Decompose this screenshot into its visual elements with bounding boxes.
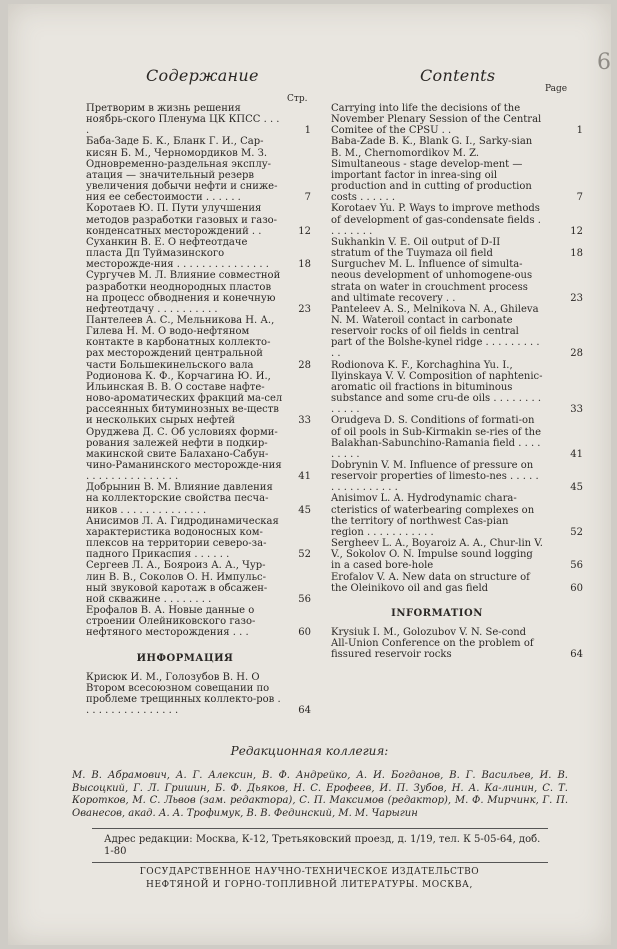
toc-entry bbox=[331, 203, 583, 237]
toc-entry-title: Оруджева Д. С. Об условиях форми-рования залежей нефти в подкир-макинской свите Балахано-Сабун-чино-Раманинского месторожде-ния . . . . . . . . . . . . . . . bbox=[86, 426, 282, 483]
toc-entry-title: Пантелеев А. С., Мельникова Н. А., Гилева Н. М. О водо-нефтяном контакте в карбонатных коллекто-рах месторождений центральной части Большекинельского вала bbox=[86, 314, 275, 371]
toc-entry-page: 41 bbox=[298, 471, 311, 483]
toc-entry-page: 1 bbox=[304, 125, 311, 137]
toc-entry-title: Крисюк И. М., Голозубов В. Н. О Втором всесоюзном совещании по проблеме трещинных коллекто-ров . . . . . . . . . . . . . . . . bbox=[86, 671, 281, 717]
toc-entry bbox=[86, 560, 311, 605]
toc-entry-title: Carrying into life the decisions of the November Plenary Session of the Central Comitee of the CPSU . . bbox=[331, 103, 542, 137]
toc-entry-page: 12 bbox=[298, 225, 311, 237]
toc-entry bbox=[331, 571, 583, 594]
toc-entry-page: 56 bbox=[570, 560, 583, 572]
toc-entry-title: Sergheev L. A., Boyaroiz A. A., Chur-lin V. V., Sokolov O. N. Impulse sound logging in a cased bore-hole bbox=[331, 538, 543, 572]
toc-entry-title: Родионова К. Ф., Корчагина Ю. И., Ильинская В. В. О составе нафте-ново-ароматических фракций ма-сел рассеянных битуминозных ве-ществ и нескольких сырых нефтей bbox=[86, 370, 283, 427]
toc-entry bbox=[86, 103, 311, 137]
information-section-title: ИНФОРМАЦИЯ bbox=[136, 652, 234, 664]
toc-entry-page: 60 bbox=[298, 627, 311, 639]
toc-entry-page: 18 bbox=[298, 259, 311, 271]
toc-entry-page: 7 bbox=[576, 192, 583, 204]
toc-entry-page: 1 bbox=[576, 125, 583, 137]
english-toc-column bbox=[331, 103, 583, 661]
toc-entry bbox=[331, 103, 583, 137]
toc-entry-title: Добрынин В. М. Влияние давления на коллекторские свойства песча-ников . . . . . . . . . . . . . . bbox=[86, 482, 273, 516]
toc-entry bbox=[86, 605, 311, 639]
divider-rule bbox=[92, 828, 548, 829]
toc-entry bbox=[331, 136, 583, 204]
toc-entry-title: Anisimov L. A. Hydrodynamic chara-cteristics of waterbearing complexes on the territory of northwest Cas-pian region . . . . . . . . . . . bbox=[331, 493, 535, 538]
divider-rule bbox=[92, 862, 548, 863]
toc-entry-page: 12 bbox=[570, 225, 583, 237]
publisher-line-2: НЕФТЯНОЙ И ГОРНО-ТОПЛИВНОЙ ЛИТЕРАТУРЫ. МОСКВА, bbox=[146, 879, 473, 890]
english-page-column-header: Page bbox=[545, 84, 568, 94]
toc-entry-title: Сергеев Л. А., Бояроиз А. А., Чур-лин В. В., Соколов О. Н. Импульс-ный звуковой каротаж в обсажен-ной скважине . . . . . . . . bbox=[86, 560, 268, 605]
toc-entry bbox=[331, 259, 583, 304]
corner-page-mark: 6 bbox=[597, 50, 611, 75]
toc-entry-title: Баба-Заде Б. К., Бланк Г. И., Сар-кисян Б. М., Черномордиков М. З. Одновременно-раздельная эксплу-атация — значительный резерв увеличения добычи нефти и сниже-ния ее себестоимости . . . . . . bbox=[86, 136, 278, 204]
toc-entry-page: 64 bbox=[298, 705, 311, 717]
toc-entry-page: 33 bbox=[298, 415, 311, 427]
editorial-board-title: Редакционная коллегия: bbox=[230, 744, 389, 758]
toc-entry-page: 41 bbox=[570, 448, 583, 460]
toc-entry-page: 45 bbox=[570, 482, 583, 494]
publisher-line-1: ГОСУДАРСТВЕННОЕ НАУЧНО-ТЕХНИЧЕСКОЕ ИЗДАТЕЛЬСТВО bbox=[139, 867, 480, 877]
editorial-board-members: М. В. Абрамович, А. Г. Алексин, В. Ф. Андрейко, А. И. Богданов, В. Г. Васильев, И. В. Высоцкий, Г. Л. Гришин, Б. Ф. Дьяков, Н. С. Ерофеев, И. П. Зубов, Н. А. Ка-линин, С. Т. Коротков, М. С. Львов (зам. редактора), С. П. Максимов (редактор), М. Ф. Мирчинк, Г. П. Ованесов, акад. А. А. Трофимук, В. В. Фединский, М. М. Чарыгин bbox=[72, 770, 568, 819]
toc-entry-page: 28 bbox=[570, 348, 583, 360]
information-section-title: INFORMATION bbox=[391, 607, 483, 619]
toc-entry bbox=[86, 203, 311, 237]
editorial-address: Адрес редакции: Москва, К-12, Третьяковский проезд, д. 1/19, тел. К 5-05-64, доб. 1-80 bbox=[104, 834, 541, 857]
toc-entry-title: Baba-Zade B. K., Blank G. I., Sarky-sian B. M., Chernomordikov M. Z. Simultaneous - stage develop-ment — important factor in inrea-sing oil production and in cutting of production costs . . . . . . bbox=[331, 136, 533, 204]
toc-entry-page: 60 bbox=[570, 582, 583, 594]
toc-entry-page: 56 bbox=[298, 593, 311, 605]
toc-entry-title: Сургучев М. Л. Влияние совместной разработки неоднородных пластов на процесс обводнения и конечную нефтеотдачу . . . . . . . . . . bbox=[86, 270, 281, 315]
toc-entry-page: 64 bbox=[570, 649, 583, 661]
toc-entry-title: Panteleev A. S., Melnikova N. A., Ghileva N. M. Wateroil contact in carbonate reservoir rocks of oil fields in central part of the Bolshe-kynel ridge . . . . . . . . . . . bbox=[331, 303, 540, 360]
toc-entry-title: Surguchev M. L. Influence of simulta-neous development of unhomogene-ous strata on water in crouchment process and ultimate recovery . . bbox=[331, 259, 533, 304]
toc-entry bbox=[86, 236, 311, 271]
toc-entry bbox=[86, 671, 311, 717]
toc-entry-page: 52 bbox=[570, 526, 583, 538]
toc-entry-page: 52 bbox=[298, 549, 311, 561]
russian-page-column-header: Стр. bbox=[287, 94, 308, 104]
publisher-imprint bbox=[8, 866, 611, 891]
toc-entry-title: Korotaev Yu. P. Ways to improve methods of development of gas-condensate fields . . . . . . . . bbox=[331, 203, 541, 237]
toc-entry bbox=[331, 538, 583, 572]
toc-entry-page: 23 bbox=[570, 292, 583, 304]
toc-entry bbox=[331, 303, 583, 360]
toc-entry-title: Erofalov V. A. New data on structure of the Oleinikovo oil and gas field bbox=[331, 571, 530, 594]
toc-entry-title: Претворим в жизнь решения ноябрь-ского Пленума ЦК КПСС . . . . bbox=[86, 103, 280, 137]
toc-entry-title: Ерофалов В. А. Новые данные о строении Олейниковского газо-нефтяного месторождения . . . bbox=[86, 605, 256, 639]
toc-entry-page: 28 bbox=[298, 359, 311, 371]
toc-entry-title: Sukhankin V. E. Oil output of D-II stratum of the Tuymaza oil field bbox=[331, 236, 501, 260]
toc-entry-page: 18 bbox=[570, 248, 583, 260]
toc-entry-title: Dobrynin V. M. Influence of pressure on reservoir properties of limesto-nes . . . . . . . . . . . . . . . . bbox=[331, 460, 539, 494]
toc-entry bbox=[86, 136, 311, 204]
toc-entry-page: 23 bbox=[298, 303, 311, 315]
toc-entry-page: 33 bbox=[570, 404, 583, 416]
toc-entry bbox=[331, 415, 583, 460]
toc-entry-title: Krysiuk I. M., Golozubov V. N. Se-cond All-Union Conference on the problem of fissured reservoir rocks bbox=[331, 627, 534, 661]
toc-entry bbox=[86, 314, 311, 371]
toc-entry bbox=[331, 493, 583, 538]
toc-entry bbox=[86, 426, 311, 483]
toc-entry bbox=[86, 270, 311, 315]
toc-entry-title: Суханкин В. Е. О нефтеотдаче пласта Дп Туймазинского месторожде-ния . . . . . . . . . . . . . . . bbox=[86, 236, 269, 271]
toc-entry-title: Анисимов Л. А. Гидродинамическая характеристика водоносных ком-плексов на территории северо-за-падного Прикаспия . . . . . . bbox=[86, 515, 279, 561]
toc-entry bbox=[331, 359, 583, 416]
toc-entry bbox=[86, 515, 311, 561]
english-contents-heading: Contents bbox=[420, 66, 496, 85]
russian-contents-heading: Содержание bbox=[146, 66, 259, 85]
document-page bbox=[8, 4, 611, 945]
toc-entry-title: Orudgeva D. S. Conditions of formati-on of oil pools in Sub-Kirmakin se-ries of the Balakhan-Sabunchino-Ramania field . . . . . . . . . bbox=[331, 415, 542, 460]
toc-entry bbox=[86, 482, 311, 516]
russian-toc-column bbox=[86, 103, 311, 717]
toc-entry bbox=[331, 627, 583, 661]
toc-entry-page: 7 bbox=[304, 192, 311, 204]
toc-entry-page: 45 bbox=[298, 504, 311, 516]
toc-entry bbox=[331, 460, 583, 494]
toc-entry-title: Rodionova K. F., Korchaghina Yu. I., Ilyinskaya V. V. Composition of naphtenic-aromatic oil fractions in bituminous substance and some cru-de oils . . . . . . . . . . . . . bbox=[331, 359, 543, 416]
toc-entry-title: Коротаев Ю. П. Пути улучшения методов разработки газовых и газо-конденсатных месторождений . . bbox=[86, 203, 278, 237]
toc-entry bbox=[331, 236, 583, 260]
toc-entry bbox=[86, 370, 311, 427]
